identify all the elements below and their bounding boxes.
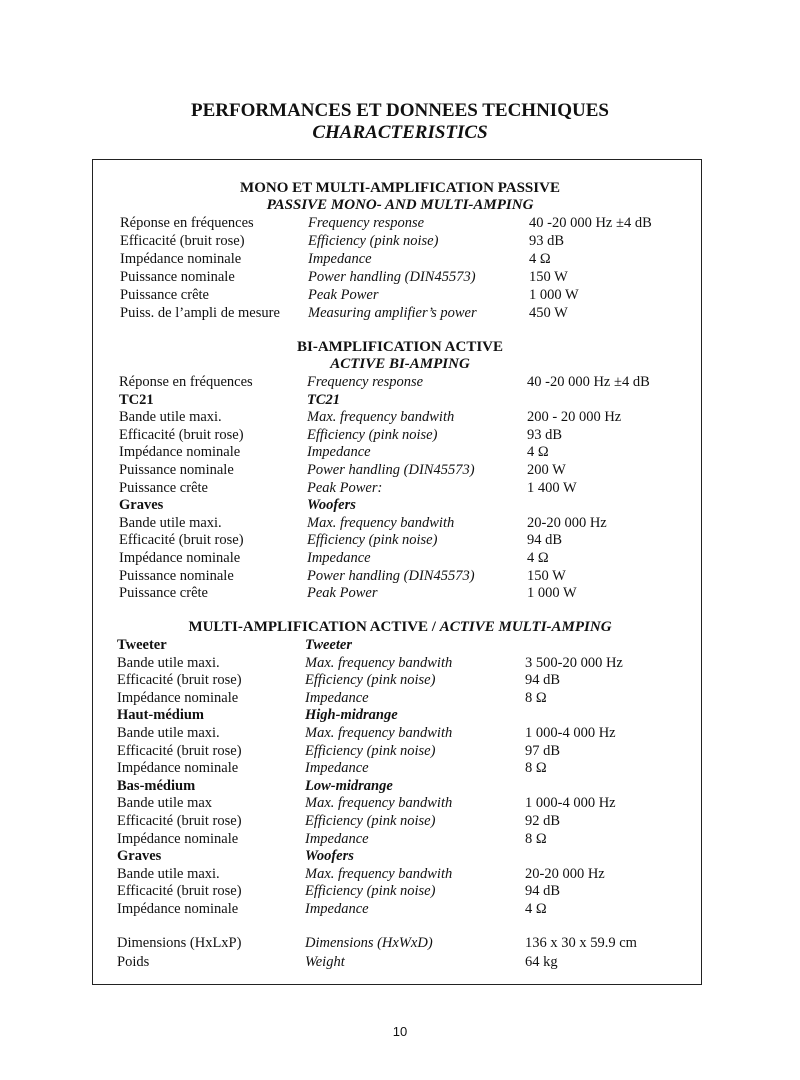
spec-label-english: Peak Power: [307, 585, 378, 602]
spec-label-french: Tweeter: [117, 637, 167, 653]
spec-value: 4 Ω: [525, 901, 547, 917]
spec-value: 136 x 30 x 59.9 cm: [525, 935, 637, 951]
spec-label-english: Efficiency (pink noise): [305, 813, 436, 829]
spec-label-english: Efficiency (pink noise): [307, 426, 438, 443]
spec-label-french: Bande utile maxi.: [117, 725, 220, 741]
spec-label-english: Impedance: [307, 444, 371, 461]
spec-label-english: Impedance: [305, 901, 369, 917]
spec-value: 64 kg: [525, 953, 558, 970]
spec-value: 20-20 000 Hz: [527, 514, 607, 531]
spec-label-english: Max. frequency bandwith: [307, 409, 455, 426]
spec-label-english: Peak Power:: [307, 479, 383, 496]
spec-label-french: Poids: [117, 953, 150, 970]
spec-label-english: Max. frequency bandwith: [305, 865, 453, 882]
section-heading-english: ACTIVE MULTI-AMPING: [439, 619, 612, 635]
spec-value: 1 000 W: [529, 286, 579, 303]
section-heading-biamp: [0, 339, 800, 373]
spec-label-english: Efficiency (pink noise): [308, 232, 439, 249]
spec-value: 40 -20 000 Hz ±4 dB: [529, 215, 652, 231]
spec-value: 94 dB: [527, 532, 563, 549]
spec-value: 97 dB: [525, 742, 561, 759]
section-heading-french: MULTI-AMPLIFICATION ACTIVE /: [188, 619, 440, 635]
spec-label-french: Bande utile maxi.: [119, 409, 222, 426]
spec-value: 4 Ω: [529, 250, 551, 267]
spec-label-english: Impedance: [308, 250, 372, 267]
spec-value: 1 000-4 000 Hz: [525, 725, 616, 741]
spec-value: 93 dB: [527, 426, 563, 443]
spec-label-french: Impédance nominale: [119, 444, 241, 461]
spec-label-french: Graves: [117, 848, 162, 865]
spec-label-french: Dimensions (HxLxP): [117, 935, 242, 951]
spec-label-french: Graves: [119, 497, 164, 514]
spec-label-english: Impedance: [307, 550, 371, 566]
spec-value: 450 W: [529, 304, 568, 321]
spec-value: 150 W: [529, 268, 568, 285]
spec-label-french: Impédance nominale: [117, 760, 239, 777]
spec-label-french: Haut-médium: [117, 707, 204, 724]
spec-label-french: Bande utile maxi.: [117, 654, 220, 671]
spec-label-french: Puiss. de l’ampli de mesure: [120, 304, 280, 321]
spec-label-english: Efficiency (pink noise): [305, 672, 436, 689]
spec-label-french: Bande utile maxi.: [119, 514, 222, 531]
page-number: 10: [392, 1024, 408, 1039]
spec-value: 92 dB: [525, 813, 561, 829]
spec-label-french: Efficacité (bruit rose): [117, 813, 242, 829]
spec-value: 8 Ω: [525, 760, 547, 777]
spec-label-french: Impédance nominale: [117, 689, 239, 706]
page-title: [0, 100, 800, 144]
spec-value: 1 000-4 000 Hz: [525, 795, 616, 812]
title-french: PERFORMANCES ET DONNEES TECHNIQUES: [191, 100, 609, 121]
spec-value: 200 W: [527, 462, 566, 478]
spec-label-english: Impedance: [305, 689, 369, 706]
section-heading-multiamp: [0, 619, 800, 636]
spec-value: 1 000 W: [527, 585, 577, 602]
spec-value: 40 -20 000 Hz ±4 dB: [527, 374, 650, 390]
spec-label-french: Efficacité (bruit rose): [117, 672, 242, 689]
spec-label-french: TC21: [119, 391, 154, 408]
spec-label-french: Puissance crête: [120, 286, 209, 303]
spec-label-english: High-midrange: [305, 707, 398, 724]
spec-label-english: Max. frequency bandwith: [305, 795, 453, 812]
spec-label-french: Impédance nominale: [119, 550, 241, 566]
spec-label-french: Réponse en fréquences: [119, 374, 253, 390]
spec-label-french: Impédance nominale: [120, 250, 242, 267]
spec-value: 4 Ω: [527, 444, 549, 461]
spec-label-french: Bas-médium: [117, 777, 196, 794]
spec-label-english: Max. frequency bandwith: [307, 514, 455, 531]
spec-label-english: Dimensions (HxWxD): [305, 935, 433, 951]
spec-label-english: Power handling (DIN45573): [308, 268, 476, 285]
spec-label-english: Efficiency (pink noise): [307, 532, 438, 549]
spec-label-french: Puissance nominale: [120, 268, 235, 285]
spec-label-french: Bande utile max: [117, 795, 213, 812]
spec-label-french: Impédance nominale: [117, 901, 239, 917]
spec-value: 4 Ω: [527, 550, 549, 566]
spec-label-english: Efficiency (pink noise): [305, 883, 436, 900]
spec-label-french: Efficacité (bruit rose): [117, 742, 242, 759]
spec-label-english: Weight: [305, 953, 345, 970]
spec-value: 94 dB: [525, 883, 561, 900]
spec-label-french: Bande utile maxi.: [117, 865, 220, 882]
section-heading-english: ACTIVE BI-AMPING: [330, 356, 470, 372]
spec-value: 93 dB: [529, 232, 565, 249]
title-english: CHARACTERISTICS: [312, 122, 488, 143]
spec-value: 200 - 20 000 Hz: [527, 409, 622, 426]
spec-label-french: Impédance nominale: [117, 830, 239, 847]
spec-label-french: Efficacité (bruit rose): [119, 532, 244, 549]
spec-label-french: Puissance crête: [119, 479, 208, 496]
spec-label-english: Tweeter: [305, 637, 352, 653]
spec-label-english: Low-midrange: [305, 777, 393, 794]
spec-label-english: Max. frequency bandwith: [305, 725, 453, 741]
spec-label-english: Max. frequency bandwith: [305, 654, 453, 671]
spec-value: 94 dB: [525, 672, 561, 689]
section-heading-french: MONO ET MULTI-AMPLIFICATION PASSIVE: [240, 180, 560, 196]
spec-label-english: Power handling (DIN45573): [307, 567, 475, 584]
spec-label-french: Puissance crête: [119, 585, 208, 602]
section-heading-english: PASSIVE MONO- AND MULTI-AMPING: [266, 197, 534, 213]
spec-label-english: Frequency response: [308, 215, 425, 231]
spec-label-english: Peak Power: [308, 286, 379, 303]
spec-value: 1 400 W: [527, 479, 577, 496]
spec-label-english: Impedance: [305, 760, 369, 777]
spec-label-english: Power handling (DIN45573): [307, 462, 475, 478]
section-heading-french: BI-AMPLIFICATION ACTIVE: [297, 339, 503, 355]
spec-label-english: Woofers: [305, 848, 354, 865]
spec-value: 150 W: [527, 567, 566, 584]
spec-label-english: Measuring amplifier’s power: [308, 304, 477, 321]
spec-label-english: Frequency response: [307, 374, 424, 390]
spec-value: 20-20 000 Hz: [525, 865, 605, 882]
spec-label-english: Impedance: [305, 830, 369, 847]
spec-label-french: Réponse en fréquences: [120, 215, 254, 231]
spec-label-french: Efficacité (bruit rose): [119, 426, 244, 443]
section-heading-passive: [0, 180, 800, 214]
spec-value: 3 500-20 000 Hz: [525, 654, 623, 671]
spec-label-french: Efficacité (bruit rose): [120, 232, 245, 249]
spec-label-english: Efficiency (pink noise): [305, 742, 436, 759]
spec-value: 8 Ω: [525, 830, 547, 847]
spec-label-english: Woofers: [307, 497, 356, 514]
spec-label-french: Puissance nominale: [119, 462, 234, 478]
spec-label-french: Puissance nominale: [119, 567, 234, 584]
spec-label-english: TC21: [307, 391, 341, 408]
spec-value: 8 Ω: [525, 689, 547, 706]
spec-label-french: Efficacité (bruit rose): [117, 883, 242, 900]
